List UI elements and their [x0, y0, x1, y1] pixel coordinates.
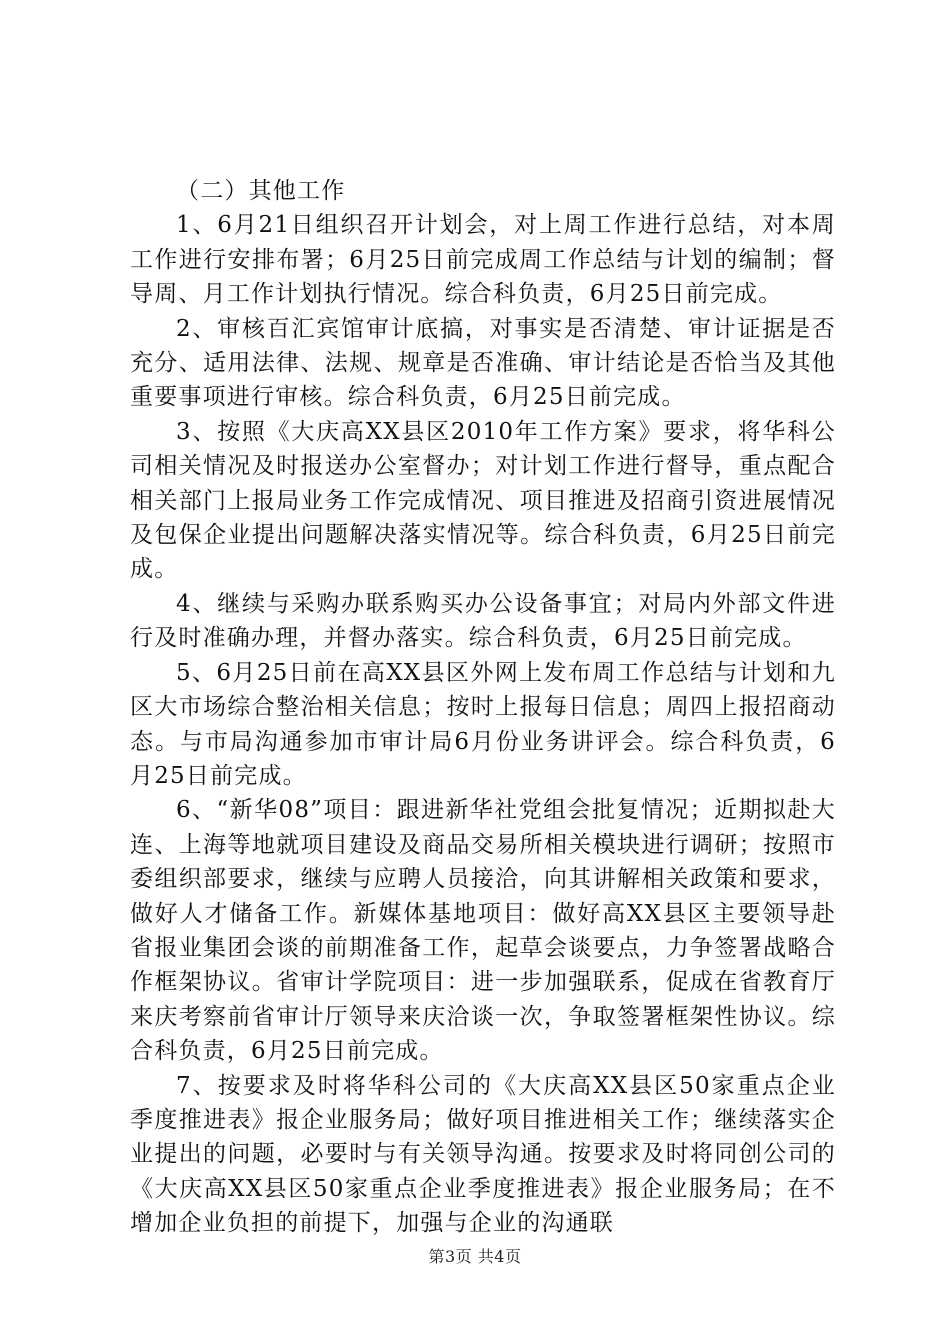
document-body	[130, 174, 836, 1241]
page-footer: 第3页 共4页	[428, 1247, 522, 1266]
paragraph-2: 2、审核百汇宾馆审计底搞，对事实是否清楚、审计证据是否充分、适用法律、法规、规章是否准确、审计结论是否恰当及其他重要事项进行审核。综合科负责，6月25日前完成。	[130, 315, 836, 411]
paragraph-3: 3、按照《大庆高XX县区2010年工作方案》要求，将华科公司相关情况及时报送办公室督办；对计划工作进行督导，重点配合相关部门上报局业务工作完成情况、项目推进及招商引资进展情况及包保企业提出问题解决落实情况等。综合科负责，6月25日前完成。	[130, 418, 836, 583]
paragraph-5: 5、6月25日前在高XX县区外网上发布周工作总结与计划和九区大市场综合整治相关信息；按时上报每日信息；周四上报招商动态。与市局沟通参加市审计局6月份业务讲评会。综合科负责，6月25日前完成。	[130, 659, 836, 789]
paragraph-6: 6、“新华08”项目：跟进新华社党组会批复情况；近期拟赴大连、上海等地就项目建设及商品交易所相关模块进行调研；按照市委组织部要求，继续与应聘人员接洽，向其讲解相关政策和要求，做好人才储备工作。新媒体基地项目：做好高XX县区主要领导赴省报业集团会谈的前期准备工作，起草会谈要点，力争签署战略合作框架协议。省审计学院项目：进一步加强联系，促成在省教育厅来庆考察前省审计厅领导来庆洽谈一次，争取签署框架性协议。综合科负责，6月25日前完成。	[130, 797, 836, 1065]
paragraph-7: 7、按要求及时将华科公司的《大庆高XX县区50家重点企业季度推进表》报企业服务局；做好项目推进相关工作；继续落实企业提出的问题，必要时与有关领导沟通。按要求及时将同创公司的《大庆高XX县区50家重点企业季度推进表》报企业服务局；在不增加企业负担的前提下，加强与企业的沟通联	[130, 1072, 836, 1237]
section-heading: （二）其他工作	[176, 178, 346, 204]
paragraph-1: 1、6月21日组织召开计划会，对上周工作进行总结，对本周工作进行安排布署；6月25日前完成周工作总结与计划的编制；督导周、月工作计划执行情况。综合科负责，6月25日前完成。	[130, 212, 836, 308]
paragraph-4: 4、继续与采购办联系购买办公设备事宜；对局内外部文件进行及时准确办理，并督办落实。综合科负责，6月25日前完成。	[130, 590, 836, 652]
